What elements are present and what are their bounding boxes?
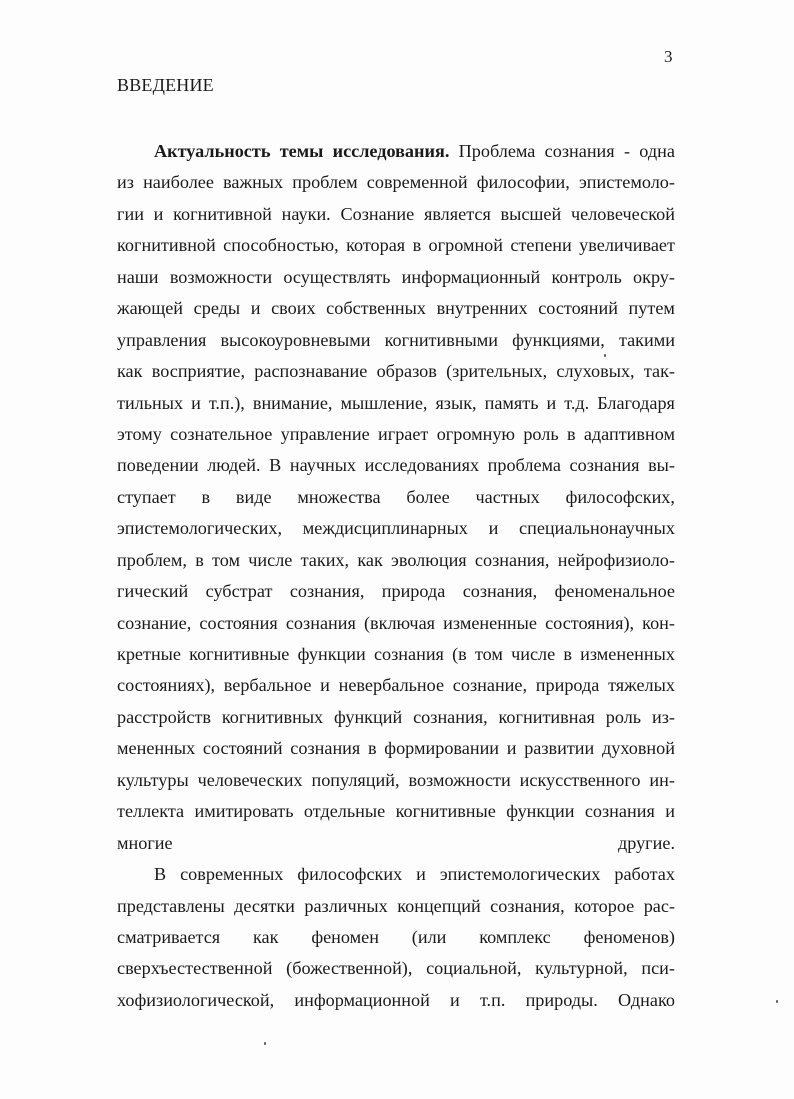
scan-speck (776, 1000, 778, 1003)
text-line: жающей среды и своих собственных внутренних состояний путем (117, 298, 675, 319)
text-line: многие другие. (117, 832, 675, 853)
text-line: расстройств когнитивных функций сознания, когнитивная роль из- (117, 706, 675, 727)
paragraph-2 (117, 861, 675, 1018)
text-line: состояниях), вербальное и невербальное сознание, природа тяжелых (117, 675, 675, 696)
text-line: тильных и т.п.), внимание, мышление, язык, память и т.д. Благодаря (117, 392, 675, 413)
text-line: проблем, в том числе таких, как эволюция сознания, нейрофизиоло- (117, 549, 675, 570)
text-line: из наиболее важных проблем современной философии, эпистемоло- (117, 172, 675, 193)
text-line: культуры человеческих популяций, возможности искусственного ин- (117, 769, 675, 790)
text-line: мененных состояний сознания в формировании и развитии духовной (117, 738, 675, 759)
text-line: управления высокоуровневыми когнитивными функциями, такими (117, 329, 675, 350)
text-line: сознание, состояния сознания (включая измененные состояния), кон- (117, 612, 675, 633)
paragraph-1 (117, 169, 675, 861)
text-line: ступает в виде множества более частных философских, (117, 486, 675, 507)
text-line: В современных философских и эпистемологических работах (154, 864, 675, 885)
body-text (117, 138, 675, 1018)
page-number: 3 (664, 47, 673, 66)
text-line: теллекта имитировать отдельные когнитивные функции сознания и (117, 801, 675, 822)
text-line: кретные когнитивные функции сознания (в том числе в измененных (117, 644, 675, 664)
section-heading: ВВЕДЕНИЕ (117, 75, 214, 95)
text-line: этому сознательное управление играет огромную роль в адаптивном (117, 423, 675, 444)
scan-speck (604, 354, 606, 357)
text-line: гии и когнитивной науки. Сознание является высшей человеческой (117, 203, 675, 224)
scan-speck (264, 1042, 266, 1045)
text-line: как восприятие, распознавание образов (зрительных, слуховых, так- (117, 361, 675, 382)
text-line: сматривается как феномен (или комплекс феноменов) (117, 926, 675, 947)
text-line: сверхъестественной (божественной), социальной, культурной, пси- (117, 958, 675, 979)
text-line: наши возможности осуществлять информационный контроль окру- (117, 266, 675, 287)
text-line: когнитивной способностью, которая в огромной степени увеличивает (117, 235, 675, 256)
paragraph-1-first-line: Актуальность темы исследования. Проблема сознания - одна (154, 141, 675, 161)
text-line: представлены десятки различных концепций сознания, которое рас- (117, 895, 675, 916)
text-line: хофизиологической, информационной и т.п. природы. Однако (117, 989, 675, 1010)
text-line: эпистемологических, междисциплинарных и специальнонаучных (117, 518, 675, 539)
text-line: поведении людей. В научных исследованиях проблема сознания вы- (117, 455, 675, 476)
text-line: гический субстрат сознания, природа сознания, феноменальное (117, 581, 675, 602)
